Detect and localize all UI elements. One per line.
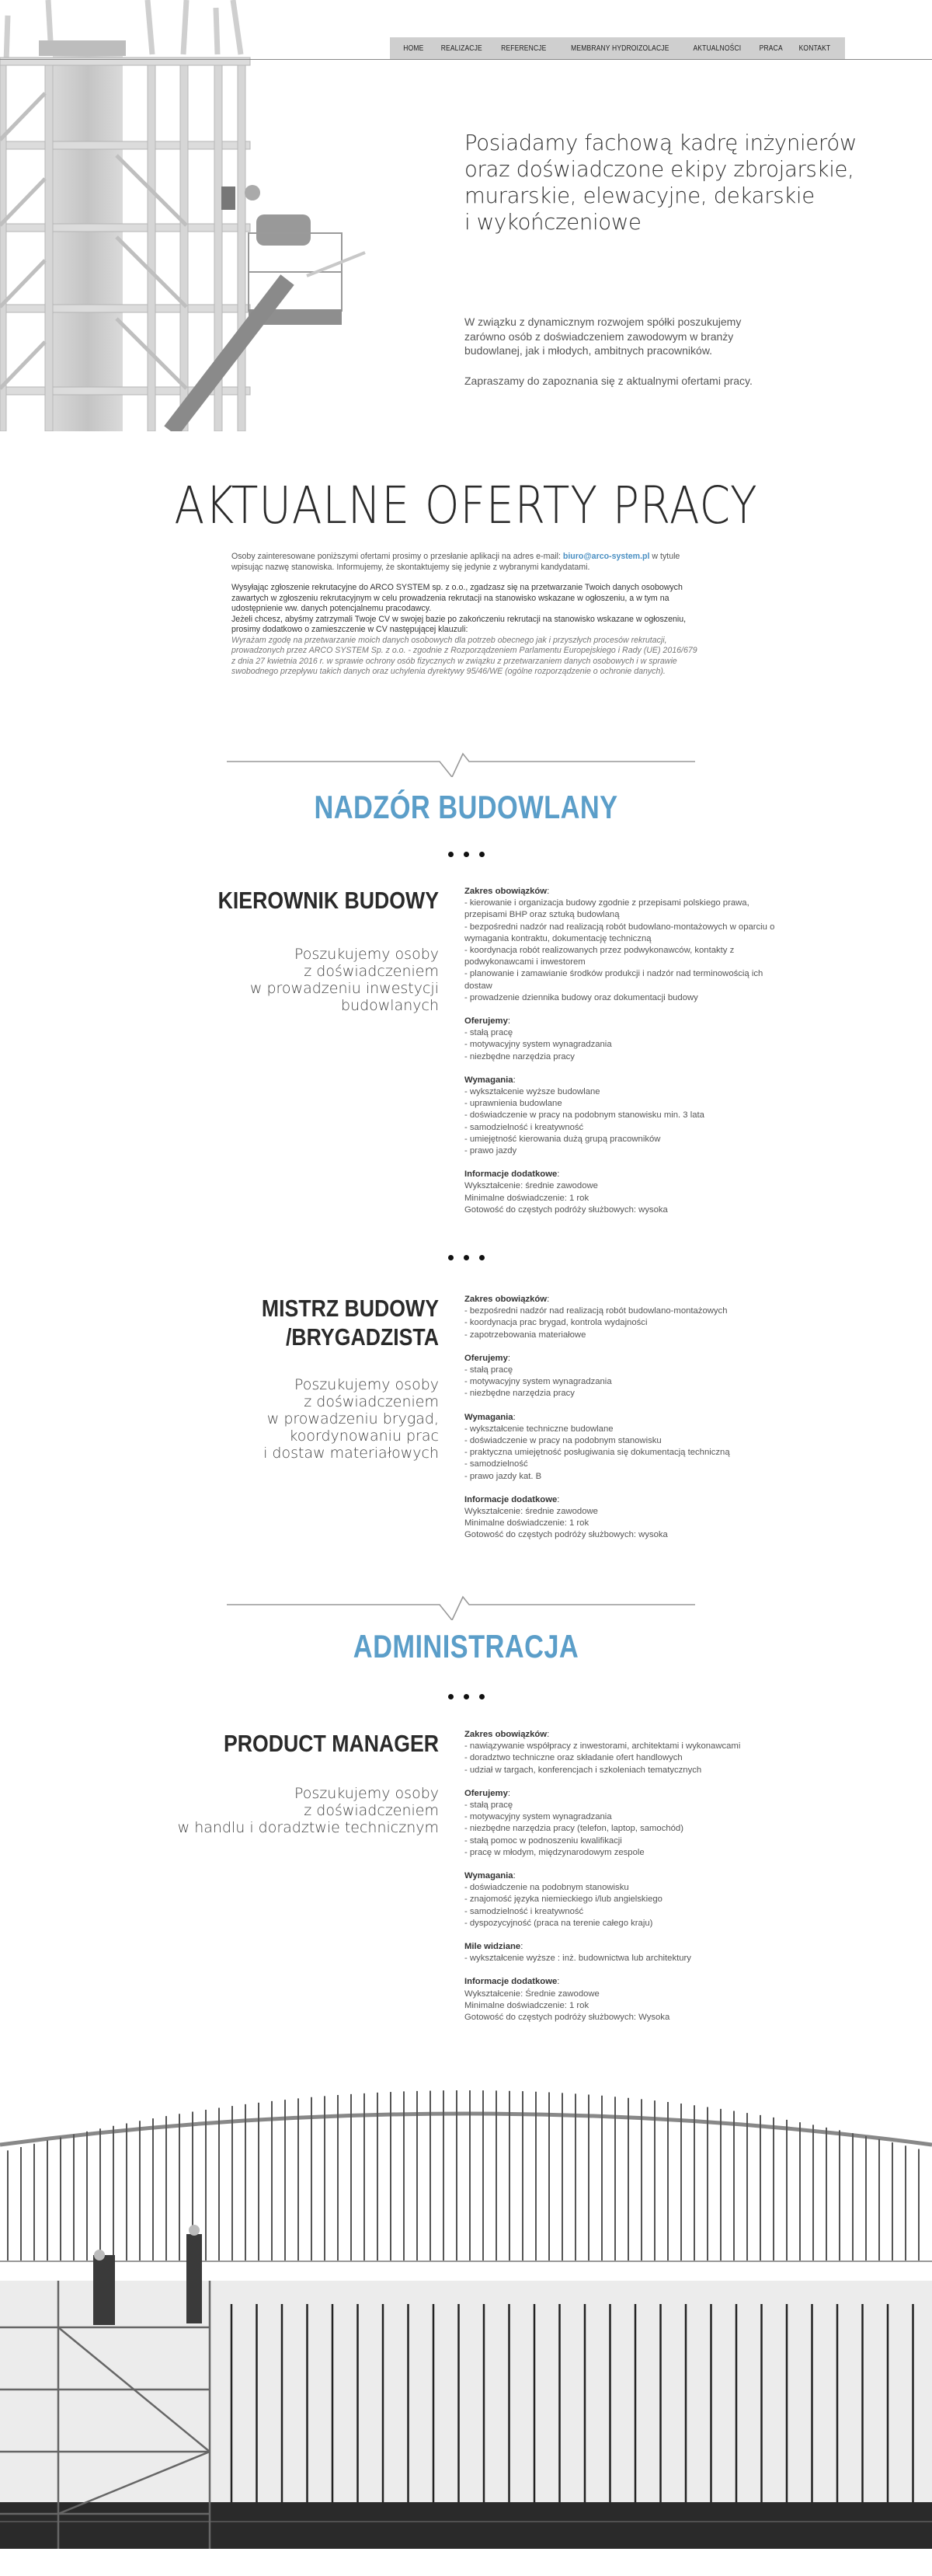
job-detail-item: - doświadczenie w pracy na podobnym stanowisku min. 3 lata [464,1110,704,1121]
job-description [171,1376,439,1462]
job-detail-group [464,1169,791,1216]
job-detail-item: - wykształcenie wyższe budowlane [464,1087,600,1097]
job-detail-item: - prowadzenie dziennika budowy oraz dokumentacji budowy [464,992,698,1002]
job-detail-item: - umiejętność kierowania dużą grupą pracowników [464,1134,661,1144]
nav-item-praca[interactable]: PRACA [759,44,783,53]
job-detail-item: - udział w targach, konferencjach i szkoleniach tematycznych [464,1765,702,1775]
job-description-line: Poszukujemy osoby [294,1376,439,1393]
job-detail-item: - samodzielność [464,1459,528,1469]
hero-headline-line: i wykończeniowe [464,210,642,235]
hero-paragraph-line: zarówno osób z doświadczeniem zawodowym w branży [464,329,734,343]
job-detail-item: - niezbędne narzędzia pracy [464,1389,575,1399]
job-detail-item: - motywacyjny system wynagradzania [464,1812,612,1822]
job-detail-group [464,1016,791,1063]
page-title: AKTUALNE OFERTY PRACY [174,476,758,535]
job-detail-item: - stałą pomoc w podnoszeniu kwalifikacji [464,1835,622,1846]
hero-section [0,0,932,431]
job-detail-item: - kierowanie i organizacja budowy zgodnie z przepisami polskiego prawa, przepisami BHP oraz sztuką budowlaną [464,898,749,920]
job-description-line: Poszukujemy osoby [294,1785,439,1802]
main-navigation [390,37,845,59]
job-detail-item: - samodzielność i kreatywność [464,1906,584,1916]
job-detail-group [464,1941,791,1964]
job-description-line: Poszukujemy osoby [294,946,439,963]
nav-item-home[interactable]: HOME [403,44,424,53]
dots-separator [0,1255,932,1260]
job-description-line: z doświadczeniem [304,1802,439,1819]
job-detail-item: - motywacyjny system wynagradzania [464,1377,612,1387]
job-detail-heading: Wymagania : [464,1412,791,1424]
hero-paragraph [464,315,791,358]
job-detail-group [464,1294,791,1341]
consent-text: Wysyłając zgłoszenie rekrutacyjne do ARCO SYSTEM sp. z o.o., zgadzasz się na przetwarzanie Twoich danych osobowych zawartych w zgłoszeniu rekrutacyjnym w celu prowadzenia rekrutacji na stanowisko wskazane w ogłoszeniu, a w tym na udostępnienie ww. danych potencjalnemu pracodawcy. [231,583,683,613]
nav-item-kontakt[interactable]: KONTAKT [798,44,830,53]
job-detail-item: - doświadczenie w pracy na podobnym stanowisku [464,1436,662,1446]
job-description-line: z doświadczeniem [304,1393,439,1410]
job-detail-item: - motywacyjny system wynagradzania [464,1040,612,1050]
job-detail-item: - stałą pracę [464,1800,513,1811]
job-detail-item: - niezbędne narzędzia pracy [464,1051,575,1061]
job-description-line: w prowadzeniu inwestycji [249,980,439,997]
building-facade-illustration [0,2036,932,2560]
job-summary [171,886,439,1014]
job-description [171,1785,439,1836]
email-link[interactable]: biuro@arco-system.pl [562,552,650,561]
hero-paragraph-line: W związku z dynamicznym rozwojem spółki poszukujemy [464,315,742,328]
job-detail-item: - zapotrzebowania materiałowe [464,1330,586,1340]
job-title-line: /BRYGADZISTA [286,1323,439,1351]
job-detail-item: - prawo jazdy [464,1146,517,1156]
job-title: KIEROWNIK BUDOWY [217,887,439,914]
job-detail-item: - praktyczna umiejętność posługiwania się dokumentacją techniczną [464,1448,730,1458]
job-detail-item: - dyspozycyjność (praca na terenie całego kraju) [464,1918,653,1928]
job-detail-item: Gotowość do częstych podróży służbowych: wysoka [464,1530,668,1540]
hero-headline-line: murarskie, elewacyjne, dekarskie [464,183,815,208]
job-detail-item: Wykształcenie: średnie zawodowe [464,1181,598,1191]
job-detail-group [464,1075,791,1157]
nav-item-aktualnosci[interactable]: AKTUALNOŚCI [693,44,742,53]
job-details [464,886,791,1228]
dots-separator [0,852,932,857]
cv-note: Jeżeli chcesz, abyśmy zatrzymali Twoje CV w swojej bazie po zakończeniu rekrutacji na stanowisko wskazane w ogłoszeniu, prosimy dodatkowo o zamieszczenie w CV następującej klauzuli: [231,614,687,634]
job-detail-group [464,1788,791,1859]
job-details [464,1294,791,1553]
job-detail-heading: Zakres obowiązków : [464,1729,791,1741]
job-description-line: w prowadzeniu brygad, [266,1410,439,1427]
job-details [464,1729,791,2035]
job-detail-group [464,1870,791,1929]
job-detail-item: - stałą pracę [464,1365,513,1375]
job-description-line: w handlu i doradztwie technicznym [177,1819,439,1836]
job-description-line: budowlanych [340,997,439,1014]
job-detail-group [464,886,791,1004]
job-detail-heading: Wymagania : [464,1075,791,1086]
job-detail-item: - doradztwo techniczne oraz składanie ofert handlowych [464,1753,683,1763]
consent-clause: Wyrażam zgodę na przetwarzanie moich danych osobowych dla potrzeb obecnego jak i przyszłych procesów rekrutacji, prowadzonych przez ARCO SYSTEM Sp. z o.o. - zgodnie z Rozporządzeniem Parlamentu Europejskiego i Rady (UE) 2016/679 z dnia 27 kwietnia 2016 r. w sprawie ochrony osób fizycznych w związku z przetwarzaniem danych osobowych i w sprawie swobodnego przepływu takich danych oraz uchylenia dyrektywy 95/46/WE (ogólne rozporządzenie o ochronie danych). [231,635,697,676]
job-detail-item: - stałą pracę [464,1028,513,1038]
hero-headline-line: Posiadamy fachową kadrę inżynierów [464,131,857,155]
nav-item-realizacje[interactable]: REALIZACJE [440,44,482,53]
job-detail-heading: Oferujemy : [464,1016,791,1027]
job-detail-item: - bezpośredni nadzór nad realizacją robót budowlano-montażowych w oparciu o wymagania kontraktu, dokumentację techniczną [464,922,775,943]
job-detail-item: Wykształcenie: Średnie zawodowe [464,1989,600,1999]
intro-text [231,552,697,678]
job-detail-item: - pracę w młodym, międzynarodowym zespole [464,1847,645,1857]
job-detail-item: - uprawnienia budowlane [464,1099,562,1109]
job-detail-item: - doświadczenie na podobnym stanowisku [464,1883,629,1893]
job-description-line: i dostaw materiałowych [263,1445,439,1462]
hero-invitation: Zapraszamy do zapoznania się z aktualnymi ofertami pracy. [464,375,753,387]
job-detail-heading: Oferujemy : [464,1353,791,1365]
construction-tower-illustration [0,0,404,431]
job-detail-item: - bezpośredni nadzór nad realizacją robót budowlano-montażowych [464,1306,728,1316]
job-detail-heading: Informacje dodatkowe : [464,1494,791,1506]
job-detail-group [464,1353,791,1400]
nav-item-membrany[interactable]: MEMBRANY HYDROIZOLACJE [570,44,669,53]
footer-image-building-facade [0,2036,932,2560]
nav-item-referencje[interactable]: REFERENCJE [501,44,547,53]
job-title: PRODUCT MANAGER [224,1730,439,1757]
section-title-nadzor: NADZÓR BUDOWLANY [314,789,618,825]
job-detail-item: - prawo jazdy kat. B [464,1471,542,1481]
job-detail-item: Minimalne doświadczenie: 1 rok [464,2000,589,2010]
section-divider-zigzag [227,746,695,777]
job-detail-item: - planowanie i zamawianie środków produkcji i nadzór nad terminowością ich dostaw [464,969,763,991]
intro-text-after-email: w tytule wpisując nazwę stanowiska. Informujemy, że skontaktujemy się jedynie z wybranymi kandydatami. [231,552,680,572]
hero-headline-line: oraz doświadczone ekipy zbrojarskie, [464,157,854,182]
job-description-line: koordynowaniu prac [289,1427,439,1445]
job-detail-heading: Informacje dodatkowe : [464,1169,791,1180]
job-detail-heading: Mile widziane : [464,1941,791,1953]
job-detail-group [464,1494,791,1542]
job-detail-item: - samodzielność i kreatywność [464,1122,584,1132]
job-detail-heading: Zakres obowiązków : [464,1294,791,1305]
intro-application-note [231,552,697,573]
job-detail-group [464,1729,791,1776]
job-description [171,946,439,1014]
job-summary [171,1294,439,1462]
hero-image-construction-tower [0,0,404,431]
job-detail-item: Wykształcenie: średnie zawodowe [464,1507,598,1517]
job-detail-group [464,1412,791,1483]
job-detail-item: Minimalne doświadczenie: 1 rok [464,1518,589,1529]
consent-notice [231,583,697,678]
hero-paragraph-line: budowlanej, jak i młodych, ambitnych pracowników. [464,344,713,357]
job-detail-heading: Informacje dodatkowe : [464,1976,791,1988]
job-detail-item: - znajomość języka niemieckiego i/lub angielskiego [464,1895,662,1905]
job-detail-heading: Wymagania : [464,1870,791,1882]
dots-separator [0,1694,932,1699]
section-divider-zigzag [227,1589,695,1620]
job-detail-heading: Zakres obowiązków : [464,886,791,898]
intro-text-before-email: Osoby zainteresowane poniższymi ofertami prosimy o przesłanie aplikacji na adres e-mail: [231,552,563,561]
job-detail-heading: Oferujemy : [464,1788,791,1800]
job-summary [171,1729,439,1836]
job-detail-item: - wykształcenie techniczne budowlane [464,1424,614,1434]
header-divider-line [0,59,932,60]
job-detail-item: - wykształcenie wyższe : inż. budownictwa lub architektury [464,1954,691,1964]
hero-headline [464,130,868,235]
job-detail-item: - niezbędne narzędzia pracy (telefon, laptop, samochód) [464,1824,683,1834]
job-detail-item: - koordynacja prac brygad, kontrola wydajności [464,1318,648,1328]
job-title-line: MISTRZ BUDOWY [261,1295,439,1322]
job-detail-item: Minimalne doświadczenie: 1 rok [464,1193,589,1203]
job-detail-item: - nawiązywanie współpracy z inwestorami, architektami i wykonawcami [464,1741,741,1752]
job-description-line: z doświadczeniem [304,963,439,980]
job-detail-item: Gotowość do częstych podróży służbowych: wysoka [464,1204,668,1215]
job-detail-item: - koordynacja robót realizowanych przez podwykonawców, kontakty z podwykonawcami i inwestorem [464,946,735,967]
job-detail-group [464,1976,791,2024]
job-detail-item: Gotowość do częstych podróży służbowych: Wysoka [464,2013,670,2023]
section-title-administracja: ADMINISTRACJA [353,1628,579,1664]
